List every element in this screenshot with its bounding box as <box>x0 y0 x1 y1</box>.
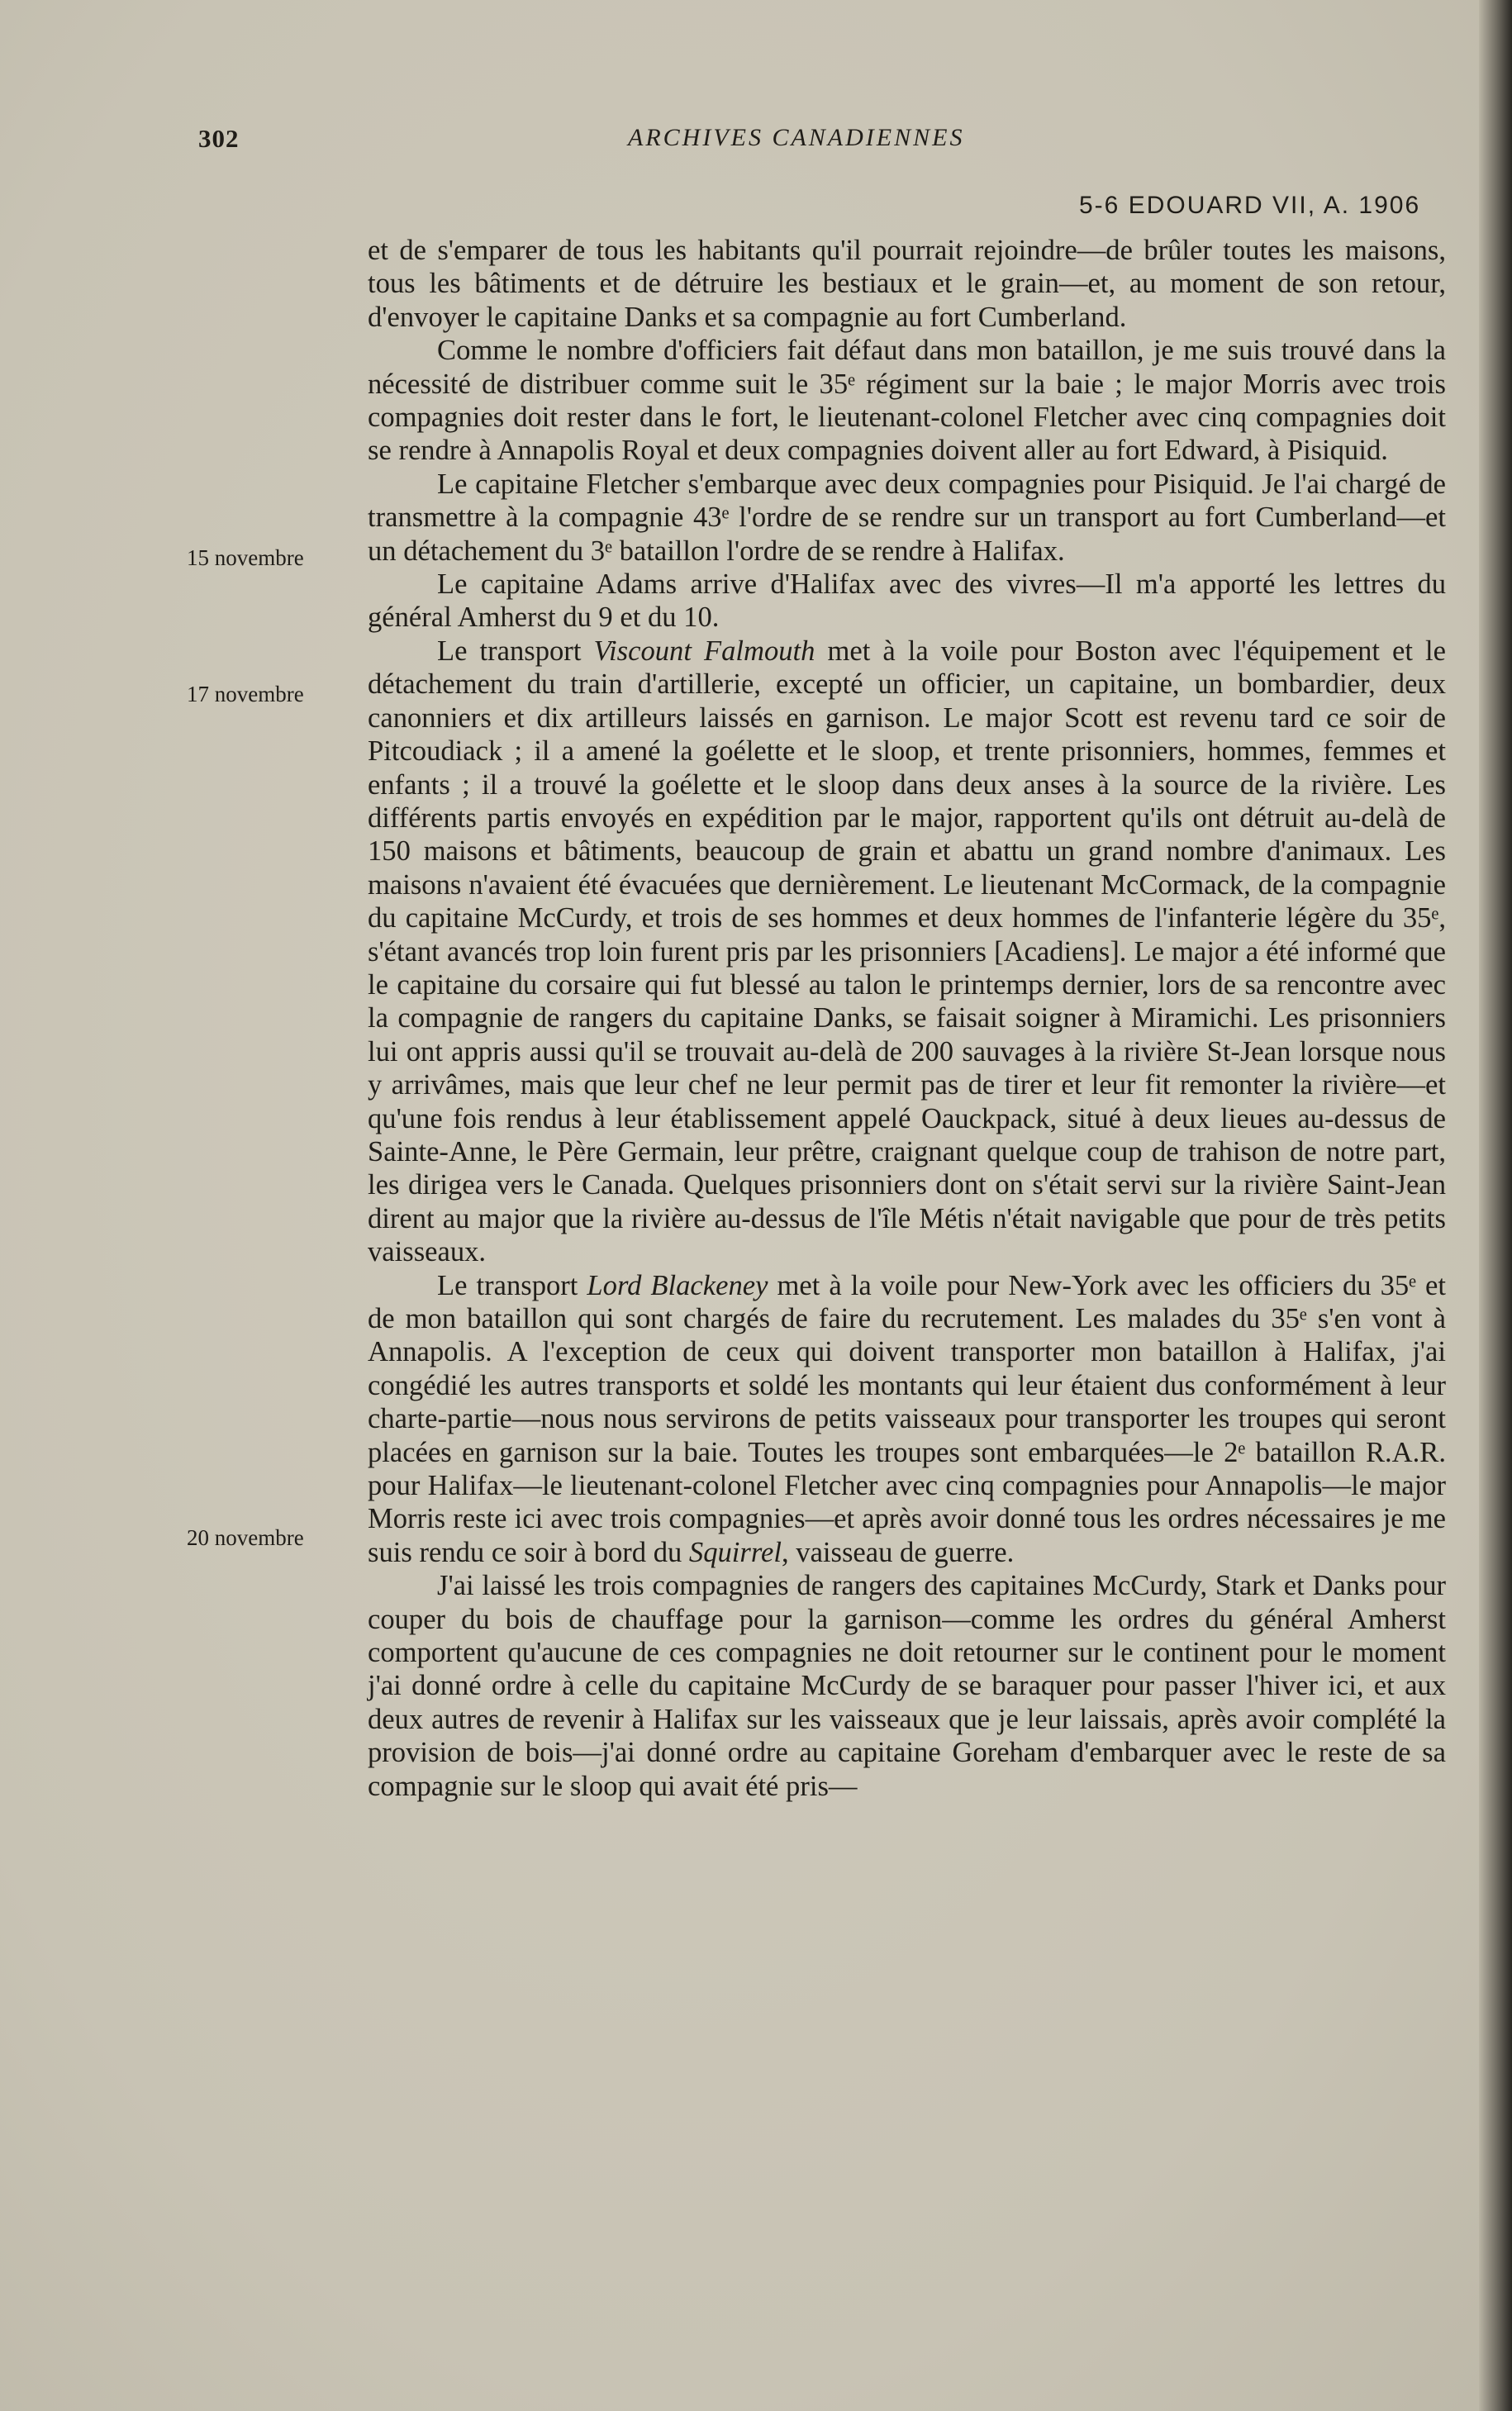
paragraph-6-end: , vaisseau de guerre. <box>781 1536 1015 1568</box>
book-spine-shadow <box>1479 0 1512 2411</box>
ship-name-lord-blackeney: Lord Blackeney <box>587 1269 768 1301</box>
paragraph-5-lead: Le transport <box>437 635 594 667</box>
paragraph-5 <box>368 635 1446 1269</box>
margin-date-20-novembre: 20 novembre <box>187 1525 304 1550</box>
paragraph-7: J'ai laissé les trois compagnies de rangers des capitaines McCurdy, Stark et Danks pour couper du bois de chauffage pour la garnison—comme les ordres du général Amherst comportent qu'aucune de ces compagnies ne doit retourner sur le continent pour le moment j'ai donné ordre à celle du capitaine McCurdy de se baraquer pour passer l'hiver ici, et aux deux autres de revenir à Halifax sur les vaisseaux que je leur laissais, après avoir complété la provision de bois—j'ai donné ordre au capitaine Goreham d'embarquer avec le reste de sa compagnie sur le sloop qui avait été pris— <box>368 1570 1446 1802</box>
margin-date-17-novembre: 17 novembre <box>187 682 304 706</box>
running-title: ARCHIVES CANADIENNES <box>628 124 965 151</box>
paragraph-5-body: met à la voile pour Boston avec l'équipement et le détachement du train d'artillerie, excepté un officier, un capitaine, un bombardier, deux canonniers et dix artilleurs laissés en garnison. Le major Scott est revenu tard ce soir de Pitcoudiack ; il a amené la goélette et le sloop, et trente prisonniers, hommes, femmes et enfants ; il a trouvé la goélette et le sloop dans deux anses à la source de la rivière. Les différents partis envoyés en expédition par le major, rapportent qu'ils ont détruit au-delà de 150 maisons et bâtiments, beaucoup de grain et abattu un grand nombre d'animaux. Les maisons n'avaient été évacuées que dernièrement. Le lieutenant McCormack, de la compagnie du capitaine McCurdy, et trois de ses hommes et deux hommes de l'infanterie légère du 35ᵉ, s'étant avancés trop loin furent pris par les prisonniers [Acadiens]. Le major a été informé que le capitaine du corsaire qui fut blessé au talon le printemps dernier, lors de sa rencontre avec la compagnie de rangers du capitaine Danks, se faisait soigner à Miramichi. Les prisonniers lui ont appris aussi qu'il se trouvait au-delà de 200 sauvages à la rivière St-Jean lorsque nous y arrivâmes, mais que leur chef ne leur permit pas de tirer et leur fit remonter la rivière—et qu'une fois rendus à leur établissement appelé Oauckpack, situé à deux lieues au-dessus de Sainte-Anne, le Père Germain, leur prêtre, craignant quelque coup de trahison de notre part, les dirigea vers le Canada. Quelques prisonniers dont on s'était servi sur la rivière Saint-Jean dirent au major que la rivière au-dessus de l'île Métis n'était navigable que pour de très petits vaisseaux. <box>368 635 1446 1268</box>
margin-date-15-novembre: 15 novembre <box>187 545 304 570</box>
paragraph-6-lead: Le transport <box>437 1269 587 1301</box>
session-heading: 5-6 EDOUARD VII, A. 1906 <box>1079 192 1421 219</box>
paragraph-6-body: met à la voile pour New-York avec les officiers du 35ᵉ et de mon bataillon qui sont chargés de faire du recrutement. Les malades du 35ᵉ s'en vont à Annapolis. A l'exception de ceux qui doivent transporter mon bataillon à Halifax, j'ai congédié les autres transports et soldé les montants qui leur étaient dus conformément à leur charte-partie—nous nous servirons de petits vaisseaux pour transporter les troupes qui seront placées en garnison sur la baie. Toutes les troupes sont embarquées—le 2ᵉ bataillon R.A.R. pour Halifax—le lieutenant-colonel Fletcher avec cinq compagnies pour Annapolis—le major Morris reste ici avec trois compagnies—et après avoir donné tous les ordres nécessaires je me suis rendu ce soir à bord du <box>368 1269 1446 1568</box>
page-number: 302 <box>198 124 240 153</box>
paragraph-1: et de s'emparer de tous les habitants qu'il pourrait rejoindre—de brûler toutes les maisons, tous les bâtiments et de détruire les bestiaux et le grain—et, au moment de son retour, d'envoyer le capitaine Danks et sa compagnie au fort Cumberland. <box>368 235 1446 333</box>
paragraph-2: Comme le nombre d'officiers fait défaut dans mon bataillon, je me suis trouvé dans la nécessité de distribuer comme suit le 35ᵉ régiment sur la baie ; le major Morris avec trois compagnies doit rester dans le fort, le lieutenant-colonel Fletcher avec cinq compagnies doit se rendre à Annapolis Royal et deux compagnies doivent aller au fort Edward, à Pisiquid. <box>368 335 1446 467</box>
paragraph-6 <box>368 1269 1446 1570</box>
paragraph-3: Le capitaine Fletcher s'embarque avec deux compagnies pour Pisiquid. Je l'ai chargé de transmettre à la compagnie 43ᵉ l'ordre de se rendre sur un transport au fort Cumberland—et un détachement du 3ᵉ bataillon l'ordre de se rendre à Halifax. <box>368 468 1446 567</box>
ship-name-squirrel: Squirrel <box>688 1536 782 1568</box>
paragraph-4: Le capitaine Adams arrive d'Halifax avec des vivres—Il m'a apporté les lettres du général Amherst du 9 et du 10. <box>368 568 1446 634</box>
body-text <box>368 234 1446 1803</box>
ship-name-viscount-falmouth: Viscount Falmouth <box>593 635 815 667</box>
